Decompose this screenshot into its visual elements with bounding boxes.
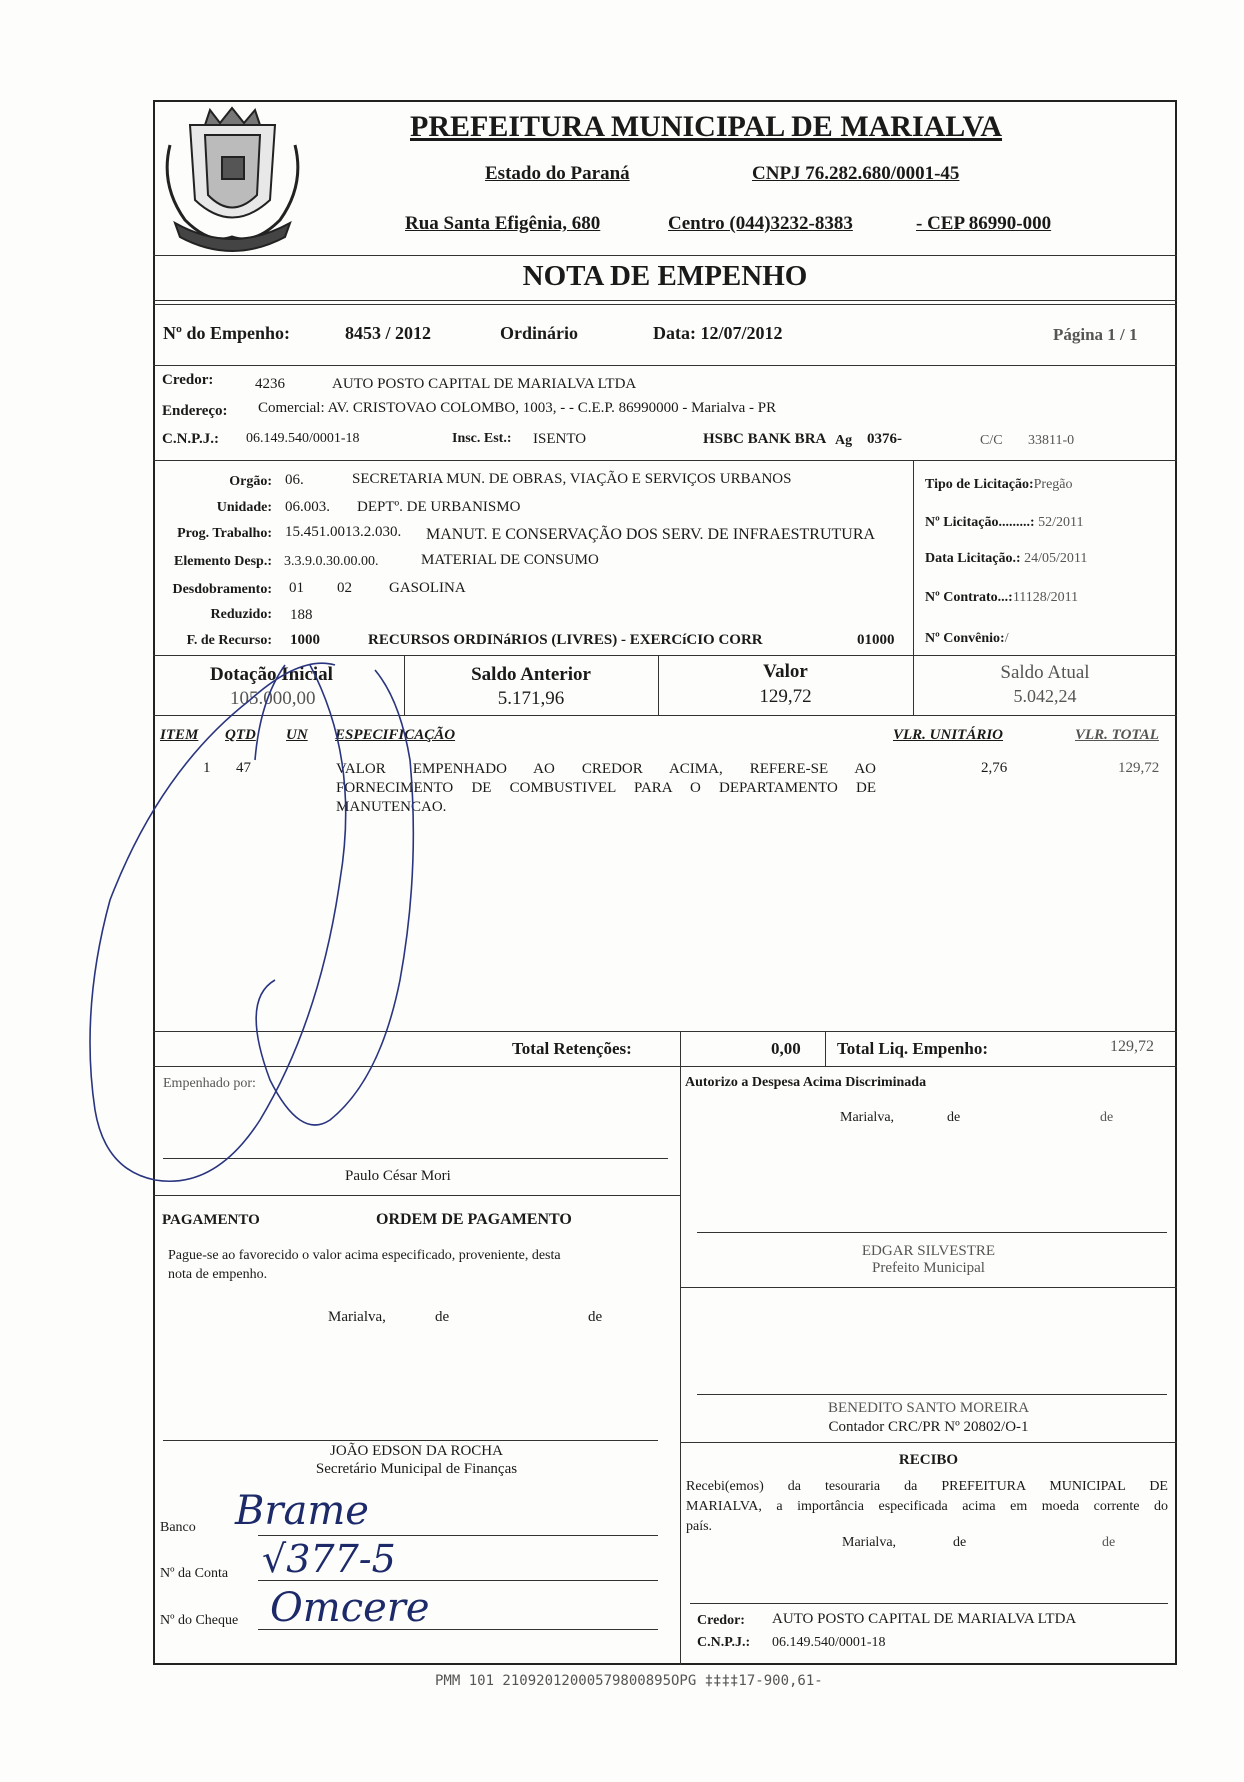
col-header-un: UN xyxy=(286,727,308,743)
col-header-qtd: QTD xyxy=(225,727,256,743)
account-value: 33811-0 xyxy=(1028,433,1075,448)
empenho-date: Data: 12/07/2012 xyxy=(653,323,783,343)
prog-code: 15.451.0013.2.030. xyxy=(285,524,402,540)
liquido-label: Total Liq. Empenho: xyxy=(837,1039,988,1058)
recibo-cnpj-label: C.N.P.J.: xyxy=(697,1635,751,1650)
reduzido-value: 188 xyxy=(290,607,313,623)
insc-value: ISENTO xyxy=(533,431,587,447)
elemento-name: MATERIAL DE CONSUMO xyxy=(421,552,599,568)
banco-handwritten: Brame xyxy=(235,1488,369,1534)
recibo-text: Recebi(emos) da tesouraria da PREFEITURA MUNICIPAL DE MARIALVA, a importância especificada acima em moeda corrente do país. xyxy=(686,1479,1168,1534)
col-header-especificacao: ESPECIFICAÇÃO xyxy=(335,727,456,743)
state-label: Estado do Paraná xyxy=(485,163,630,184)
item-number: 1 xyxy=(203,760,211,776)
recibo-de1: de xyxy=(953,1535,967,1550)
recurso-number: 01000 xyxy=(857,632,895,648)
elemento-code: 3.3.9.0.30.00.00. xyxy=(284,554,379,569)
item-unit-value: 2,76 xyxy=(981,760,1008,776)
account-label: C/C xyxy=(980,433,1003,448)
credor-label: Credor: xyxy=(162,372,214,388)
prefeito-title: Prefeito Municipal xyxy=(872,1260,985,1276)
credor-cnpj-label: C.N.P.J.: xyxy=(162,431,219,447)
recibo-title: RECIBO xyxy=(898,1452,959,1468)
prefeitura-title: PREFEITURA MUNICIPAL DE MARIALVA xyxy=(410,110,1003,143)
empenhado-name: Paulo César Mori xyxy=(345,1168,451,1184)
credor-cnpj: 06.149.540/0001-18 xyxy=(246,431,360,446)
reduzido-label: Reduzido: xyxy=(210,607,272,622)
cheque-handwritten: Omcere xyxy=(270,1585,430,1631)
secretario-title: Secretário Municipal de Finanças xyxy=(315,1461,518,1477)
pagamento-text: Pague-se ao favorecido o valor acima especificado, proveniente, desta nota de empenho. xyxy=(168,1248,561,1282)
ordem-pagamento-title: ORDEM DE PAGAMENTO xyxy=(376,1211,572,1228)
unidade-code: 06.003. xyxy=(285,499,330,515)
pagamento-label: PAGAMENTO xyxy=(162,1212,260,1228)
prog-label: Prog. Trabalho: xyxy=(177,526,272,541)
autorizo-de1: de xyxy=(947,1110,961,1125)
page-indicator: Página 1 / 1 xyxy=(1053,325,1138,344)
conta-label: Nº da Conta xyxy=(160,1566,229,1581)
recurso-label: F. de Recurso: xyxy=(186,633,272,648)
cep-label: - CEP 86990-000 xyxy=(916,213,1052,234)
orgao-name: SECRETARIA MUN. DE OBRAS, VIAÇÃO E SERVIÇOS URBANOS xyxy=(352,471,792,487)
autorizo-label: Autorizo a Despesa Acima Discriminada xyxy=(685,1075,927,1090)
numero-licitacao-label: Nº Licitação.........: 52/2011 xyxy=(925,515,1084,530)
saldo-atual-label: Saldo Atual xyxy=(1000,662,1090,683)
contador-name: BENEDITO SANTO MOREIRA xyxy=(827,1400,1030,1416)
insc-label: Insc. Est.: xyxy=(452,431,512,446)
autorizo-city: Marialva, xyxy=(840,1110,895,1125)
credor-address: Comercial: AV. CRISTOVAO COLOMBO, 1003, - - C.E.P. 86990000 - Marialva - PR xyxy=(258,400,777,416)
empenho-type: Ordinário xyxy=(500,323,579,343)
orgao-label: Orgão: xyxy=(229,474,272,489)
col-header-vlr-total: VLR. TOTAL xyxy=(1075,727,1159,743)
retencoes-label: Total Retenções: xyxy=(512,1039,632,1058)
cnpj-label: CNPJ 76.282.680/0001-45 xyxy=(752,163,960,184)
unidade-name: DEPTº. DE URBANISMO xyxy=(357,499,521,515)
cheque-label: Nº do Cheque xyxy=(160,1613,239,1628)
recibo-de2: de xyxy=(1102,1535,1116,1550)
desdobramento-sub: 02 xyxy=(337,580,352,596)
table-row xyxy=(153,758,1177,828)
bank-name: HSBC BANK BRA xyxy=(703,431,827,447)
saldo-atual-value: 5.042,24 xyxy=(1013,686,1077,706)
contrato-label: Nº Contrato...:11128/2011 xyxy=(925,590,1079,605)
convenio-label: Nº Convênio:/ xyxy=(925,631,1009,646)
valor-value: 129,72 xyxy=(759,686,812,707)
recibo-credor-label: Credor: xyxy=(697,1613,745,1628)
secretario-name: JOÃO EDSON DA ROCHA xyxy=(330,1443,503,1459)
agency-value: 0376- xyxy=(867,431,902,447)
saldo-anterior-value: 5.171,96 xyxy=(497,688,565,709)
recurso-code: 1000 xyxy=(290,632,320,648)
district-phone-label: Centro (044)3232-8383 xyxy=(668,213,853,234)
recibo-credor-name: AUTO POSTO CAPITAL DE MARIALVA LTDA xyxy=(772,1611,1077,1627)
desdobramento-code: 01 xyxy=(289,580,304,596)
conta-handwritten: √377-5 xyxy=(262,1537,396,1581)
retencoes-value: 0,00 xyxy=(771,1039,801,1058)
address-label: Rua Santa Efigênia, 680 xyxy=(405,213,601,234)
unidade-label: Unidade: xyxy=(216,500,272,515)
liquido-value: 129,72 xyxy=(1110,1038,1154,1055)
recibo-city: Marialva, xyxy=(842,1535,897,1550)
item-description: VALOR EMPENHADO AO CREDOR ACIMA, REFERE-SE AO FORNECIMENTO DE COMBUSTIVEL PARA O DEPARTAMENTO DE MANUTENCAO. xyxy=(336,761,876,815)
banco-label: Banco xyxy=(160,1520,196,1535)
item-total-value: 129,72 xyxy=(1118,760,1160,776)
orgao-code: 06. xyxy=(285,472,304,488)
saldo-anterior-label: Saldo Anterior xyxy=(471,664,591,685)
empenhado-label: Empenhado por: xyxy=(163,1076,256,1091)
empenho-number-label: Nº do Empenho: xyxy=(163,323,290,343)
autorizo-de2: de xyxy=(1100,1110,1114,1125)
item-qtd: 47 xyxy=(236,760,251,776)
pagamento-de1: de xyxy=(435,1309,450,1325)
address-field-label: Endereço: xyxy=(162,403,228,419)
col-header-item: ITEM xyxy=(160,727,199,743)
footer-barcode-text: PMM 101 21092012000579800895OPG ‡‡‡‡17-900,61- xyxy=(435,1673,823,1689)
credor-name: AUTO POSTO CAPITAL DE MARIALVA LTDA xyxy=(332,376,637,392)
col-header-vlr-unitario: VLR. UNITÁRIO xyxy=(893,727,1004,743)
credor-code: 4236 xyxy=(255,376,285,392)
recurso-name: RECURSOS ORDINáRIOS (LIVRES) - EXERCíCIO CORR xyxy=(368,632,763,648)
dotacao-value: 105.000,00 xyxy=(230,688,316,709)
empenho-number: 8453 / 2012 xyxy=(345,323,432,343)
desdobramento-label: Desdobramento: xyxy=(172,582,272,597)
document-title: NOTA DE EMPENHO xyxy=(522,260,808,292)
agency-label: Ag xyxy=(835,433,853,448)
pagamento-city: Marialva, xyxy=(328,1309,386,1325)
contador-title: Contador CRC/PR Nº 20802/O-1 xyxy=(828,1419,1029,1435)
desdobramento-name: GASOLINA xyxy=(389,580,466,596)
pagamento-de2: de xyxy=(588,1309,603,1325)
data-licitacao-label: Data Licitação.: 24/05/2011 xyxy=(925,551,1088,566)
prog-name: MANUT. E CONSERVAÇÃO DOS SERV. DE INFRAESTRUTURA xyxy=(426,526,876,543)
elemento-label: Elemento Desp.: xyxy=(174,554,272,569)
valor-label: Valor xyxy=(763,661,808,682)
recibo-cnpj-value: 06.149.540/0001-18 xyxy=(772,1635,886,1650)
tipo-licitacao-label: Tipo de Licitação:Pregão xyxy=(925,477,1073,492)
prefeito-name: EDGAR SILVESTRE xyxy=(861,1243,996,1259)
dotacao-label: Dotação Inicial xyxy=(210,664,333,685)
